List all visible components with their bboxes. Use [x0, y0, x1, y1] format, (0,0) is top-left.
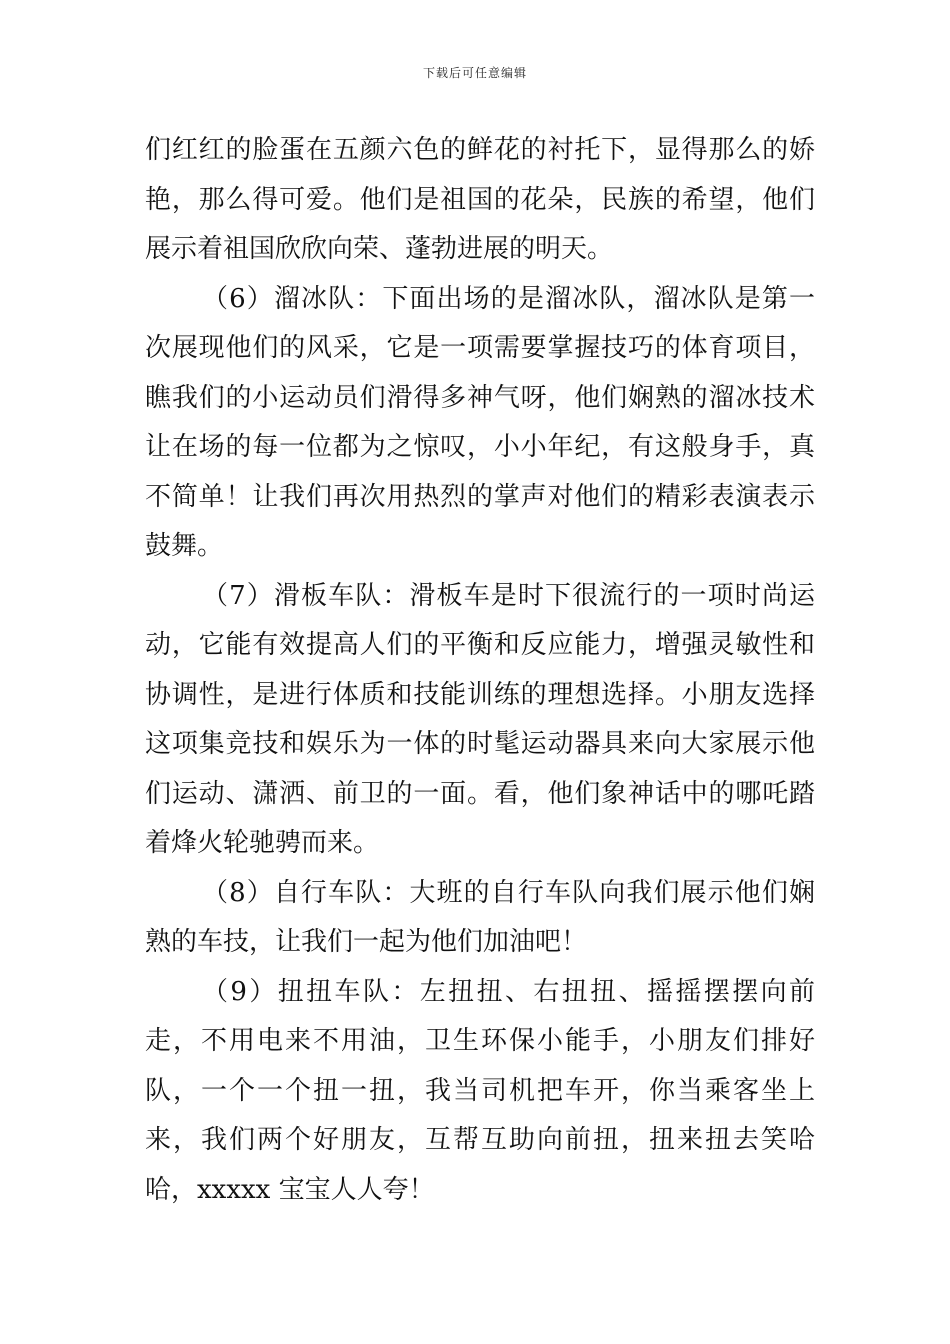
- document-body: [145, 126, 815, 1215]
- paragraph-continuation: 们红红的脸蛋在五颜六色的鲜花的衬托下，显得那么的娇艳，那么得可爱。他们是祖国的花朵，民族的希望，他们展示着祖国欣欣向荣、蓬勃进展的明天。: [145, 135, 815, 264]
- paragraph-skating-team: （6）溜冰队：下面出场的是溜冰队，溜冰队是第一次展现他们的风采，它是一项需要掌握技巧的体育项目，瞧我们的小运动员们滑得多神气呀，他们娴熟的溜冰技术让在场的每一位都为之惊叹，小小年纪，有这般身手，真不简单！让我们再次用热烈的掌声对他们的精彩表演表示鼓舞。: [145, 283, 815, 561]
- paragraph-twist-car-team: （9）扭扭车队：左扭扭、右扭扭、摇摇摆摆向前走，不用电来不用油，卫生环保小能手，小朋友们排好队，一个一个扭一扭，我当司机把车开，你当乘客坐上来，我们两个好朋友，互帮互助向前扭，扭来扭去笑哈哈，xxxxx 宝宝人人夸！: [145, 976, 815, 1205]
- paragraph-bicycle-team: （8）自行车队：大班的自行车队向我们展示他们娴熟的车技，让我们一起为他们加油吧！: [145, 877, 815, 957]
- paragraph-scooter-team: （7）滑板车队：滑板车是时下很流行的一项时尚运动，它能有效提高人们的平衡和反应能力，增强灵敏性和协调性，是进行体质和技能训练的理想选择。小朋友选择这项集竞技和娱乐为一体的时髦运动器具来向大家展示他们运动、潇洒、前卫的一面。看，他们象神话中的哪吒踏着烽火轮驰骋而来。: [145, 580, 815, 858]
- page-header-note: 下载后可任意编辑: [422, 66, 527, 80]
